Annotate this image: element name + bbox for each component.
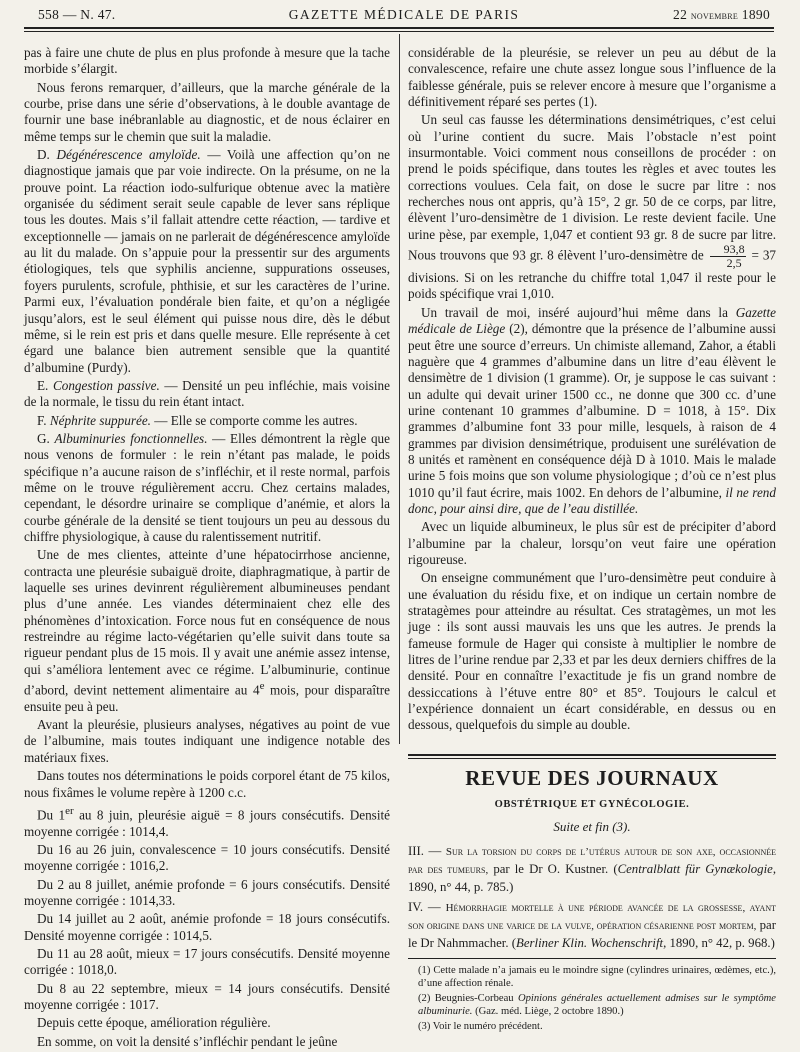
paragraph-nephrite: F. Néphrite suppurée. — Elle se comporte comme les autres. xyxy=(37,412,358,428)
revue-header xyxy=(408,766,776,835)
paragraph: considérable de la pleurésie, se relever un peu au début de la convalescence, refaire une chute assez longue sous l’influence de la faiblesse générale, puis se relever encore à mesure que l’organisme a définitivement réparé ses pertes (1). xyxy=(408,45,776,110)
paragraph: Avec un liquide albumineux, le plus sûr est de précipiter d’abord l’albumine par la chaleur, lorsqu’on veut faire une opération rigoureuse. xyxy=(408,519,776,567)
measurement-entry: Du 2 au 8 juillet, anémie profonde = 6 jours consécutifs. Densité moyenne corrigée : 1014,33. xyxy=(24,876,390,908)
section-rule-thin xyxy=(408,758,776,759)
page-and-issue-number: 558 — N. 47. xyxy=(38,7,116,22)
paragraph-sugar: Un seul cas fausse les déterminations densimétriques, c’est celui où l’urine contient du sucre. Mais l’obstacle n’est point insurmontable. Voici comment nous conseillons de procéder : on prend le poids spécifique, dans toutes les règles et avec toutes les corrections voulues. Cela fait, on dose le sucre par litre : nos recherches nous ont appris, qu’à 15°, 2 gr. 50 de ce corps, par litre, élèvent l’uro-densimètre de 1 division. Le reste devient facile. Une urine pèse, par exemple, 1,047 et contient 93 gr. 8 de sucre par litre. Nous trouvons que 93 gr. 8 élèvent l’uro-densimètre de $\frac{93,8}{2,5}$ = 37 divisions. Si on les retranche du chiffre total 1,047 il reste pour le poids spécifique vrai 1,010. xyxy=(408,112,777,302)
footnotes xyxy=(418,964,776,1034)
section-heading: Néphrite suppurée. xyxy=(49,412,151,428)
paragraph: En somme, on voit la densité s’infléchir pendant le jeûne xyxy=(37,1033,338,1049)
section-rule xyxy=(408,754,776,756)
revue-section: OBSTÉTRIQUE ET GYNÉCOLOGIE. xyxy=(494,799,690,810)
header-rule xyxy=(24,27,774,29)
footnote-3: (3) Voir le numéro précédent. xyxy=(418,1020,543,1032)
revue-item-3: III. — Sur la torsion du corps de l’utérus autour de son axe, occasionnée par des tumeurs, par le Dr O. Kustner. (Centralblatt für Gynækologie, 1890, n° 44, p. 785.) xyxy=(408,844,777,895)
paragraph: Dans toutes nos déterminations le poids corporel étant de 75 kilos, nous fixâmes le volume repère à 1200 c.c. xyxy=(24,768,390,800)
right-column xyxy=(408,45,776,736)
measurement-entry: Du 14 juillet au 2 août, anémie profonde = 18 jours consécutifs. Densité moyenne corrigée : 1014,5. xyxy=(24,911,390,943)
revue-suite: Suite et fin (3). xyxy=(553,819,631,834)
revue-item-4: IV. — Hémorrhagie mortelle à une période avancée de la grossesse, ayant son origine dans une varice de la vulve, opération césarienne post mortem, par le Dr Nahmmacher. (Berliner Klin. Wochenschrift, 1890, n° 42, p. 968.) xyxy=(408,899,776,951)
issue-date: 22 novembre 1890 xyxy=(673,7,770,22)
section-heading: Dégénérescence amyloïde. xyxy=(56,147,201,163)
left-column xyxy=(24,45,390,1052)
footnote-1: (1) Cette malade n’a jamais eu le moindre signe (cylindres urinaires, œdèmes, etc.), d’une affection rénale. xyxy=(418,965,776,990)
paragraph-albumin-error: Un travail de moi, inséré aujourd’hui même dans la Gazette médicale de Liège (2), démontre que la présence de l’albumine aussi peut être une source d’erreurs. Un chimiste allemand, Zahor, a établi naguère que 4 grammes d’albumine dans un litre d’eau élèvent le densimètre de 1 division (1 gramme). Or, je suppose le cas suivant : un adulte qui devait uriner 1500 cc., ne donne que 300 cc. d’une urine contenant 10 grammes d’albumine. D = 1018, à 15°. Dix grammes d’albumine font 33 pour mille, lesquels, à raison de 4 grammes par division densimétrique, produisent une surélévation de 8 unités et ramènent en conséquence déjà D à 1010. Mais le malade urine 5 fois moins que son volume physiologique ; d’où ce n’est plus 1010 qu’il faut écrire, mais 1002. En dehors de l’albumine, il ne rend donc, pour ainsi dire, que de l’eau distillée. xyxy=(408,304,776,516)
journal-title: GAZETTE MÉDICALE DE PARIS xyxy=(288,7,520,22)
paragraph: Nous ferons remarquer, d’ailleurs, que la marche générale de la courbe, prise dans une série d’observations, à le double avantage de fournir une base inébranlable au diagnostic, et de nous éclairer en même temps sur le chemin que suit la maladie. xyxy=(24,79,390,144)
paragraph: On enseigne communément que l’uro-densimètre peut conduire à une évaluation du résidu fixe, et on indique un certain nombre de stratagèmes pour atteindre au résultat. Ces stratagèmes, un mot les juge : ils sont aussi mauvais les uns que les autres. Je prends la fameuse formule de Hager qui consiste à multiplier le nombre de litres de l’urine rendue par 2,33 et par les deux derniers chiffres de la densité. Pour en connaître l’exactitude je fis un grand nombre de dessiccations à l’étuve entre 80° et 85°. Toujours le calcul et l’expérience donnaient un écart considérable, en dessus ou en dessous, quelquefois du simple au double. xyxy=(408,570,776,733)
paragraph-amyloid: D. Dégénérescence amyloïde. — Voilà une affection qu’on ne diagnostique jamais que par voie indirecte. On la présume, on ne la prouve point. La réaction iodo-sulfurique obtenue avec la matière organisée du sédiment serait seule capable de lever sans réplique tous les doutes. Mais s’il fallait attendre cette réaction, — tardive et exceptionnelle — jamais on ne parlerait de dégénérescence amyloïde au lit du malade. On s’appuie pour la pressentir sur des arguments étiologiques, tels que syphilis ancienne, suppurations osseuses, foyers purulents, scrofule, phthisie, et sur les caractères de l’urine. Parmi eux, l’évaluation pondérale bien faite, et qu’on a négligée jusqu’alors, est le seul élément qui puisse nous dire, dès le début même, si le rein est pris et dans quelle mesure. Elle représente à cet égard une balance bien autrement sensible que la quantité d’albumine (Purdy). xyxy=(24,147,391,375)
footnote-2: (2) Beugnies-Corbeau Opinions générales actuellement admises sur le symptôme albuminurie. (Gaz. méd. Liège, 2 octobre 1890.) xyxy=(418,992,776,1018)
measurement-entry: Du 11 au 28 août, mieux = 17 jours consécutifs. Densité moyenne corrigée : 1018,0. xyxy=(24,946,390,978)
section-heading: Albuminuries fonctionnelles. xyxy=(54,430,208,446)
paragraph-congestion: E. Congestion passive. — Densité un peu infléchie, mais voisine de la normale, le tissu du rein étant intact. xyxy=(24,377,390,410)
journal-reference: Gazette médicale de Liège xyxy=(408,304,776,337)
paragraph: pas à faire une chute de plus en plus profonde à mesure que la tache morbide s’élargit. xyxy=(24,45,390,77)
revue-items xyxy=(408,843,776,954)
paragraph-case-history: Une de mes clientes, atteinte d’une hépatocirrhose ancienne, contracta une pleurésie subaiguë droite, diaphragmatique, à partir de laquelle ses urines devinrent régulièrement albumineuses pendant plus d’une année. Les viandes déterminaient chez elle des phénomènes d’intoxication. Force nous fut en conséquence de nous restreindre au régime lacto-végétarien qu’elle suivit dans toute sa rigueur pendant plus de 15 mois. Il y avait une anémie assez intense, qui s’améliora lentement avec ce régime. L’albuminurie, continue d’abord, devint nettement alimentaire au 4e mois, pour disparaître ensuite peu à peu. xyxy=(24,547,390,714)
measurement-entry: Du 8 au 22 septembre, mieux = 14 jours consécutifs. Densité moyenne corrigée : 1017. xyxy=(24,980,390,1013)
column-divider xyxy=(399,34,400,744)
revue-title: REVUE DES JOURNAUX xyxy=(465,766,719,790)
paragraph: Depuis cette époque, amélioration régulière. xyxy=(37,1015,271,1031)
fraction: $\frac{93,8}{2,5}$ xyxy=(710,243,746,270)
paragraph-albuminuries: G. Albuminuries fonctionnelles. — Elles démontrent la règle que nous venons de formuler : le rein n’étant pas malade, le poids spécifique n’a aucune raison de s’infléchir, et il reste normal, parfois même on le trouve régulièrement accru. Chez certains malades, cependant, le désordre urinaire se complique d’anémie, et alors la courbe générale de la densité se tient toujours un peu au dessous du chiffre physiologique, à cause du ralentissement nutritif. xyxy=(24,430,391,544)
measurement-entry: Du 16 au 26 juin, convalescence = 10 jours consécutifs. Densité moyenne corrigée : 1016,2. xyxy=(24,841,390,874)
measurement-entry: Du 1er au 8 juin, pleurésie aiguë = 8 jours consécutifs. Densité moyenne corrigée : 1014,4. xyxy=(24,804,390,839)
section-heading: Congestion passive. xyxy=(52,377,160,393)
running-header xyxy=(38,4,770,26)
footnote-rule xyxy=(408,958,776,959)
paragraph: Avant la pleurésie, plusieurs analyses, négatives au point de vue de l’albumine, mais toutes indiquant une indigence notable des matériaux fixes. xyxy=(24,717,390,765)
header-rule-thin xyxy=(24,31,774,32)
